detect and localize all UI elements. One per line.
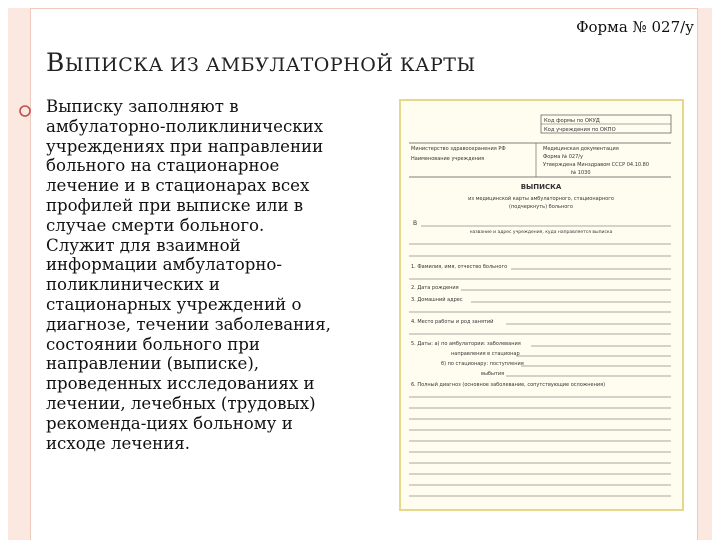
frame-right-bar: [697, 8, 712, 540]
form-subheading: из медицинской карты амбулаторного, стационарного: [468, 196, 614, 202]
circle-bullet-icon: [18, 104, 32, 118]
item-5c: б) по стационару: поступления: [441, 361, 524, 367]
body-line: лечение и в стационарах всех: [46, 176, 310, 196]
frame-left-bar: [8, 8, 31, 540]
body-line: поликлинических и: [46, 275, 220, 295]
body-line: направлении (выписке),: [46, 354, 260, 374]
body-line: Выписку заполняют в: [46, 97, 239, 116]
body-line: исходе лечения.: [46, 433, 191, 453]
frame-top-border: [8, 8, 712, 9]
body-line: стационарных учреждений о: [46, 294, 302, 314]
body-line: учреждениях при направлении: [46, 136, 324, 156]
ministry-label: Министерство здравоохранения РФ: [411, 146, 506, 152]
slide-title: [46, 48, 476, 77]
item-2: 2. Дата рождения: [411, 285, 459, 291]
body-line: амбулаторно-поликлинических: [46, 116, 324, 136]
to-caption: название и адрес учреждения, куда направляется выписка: [469, 230, 613, 235]
form-subheading2: (подчеркнуть) больного: [509, 204, 573, 210]
form-scan: [401, 101, 682, 509]
item-3: 3. Домашний адрес: [411, 297, 463, 303]
body-line: рекоменда-циях больному и: [46, 413, 293, 433]
body-line: состоянии больного при: [46, 334, 260, 354]
body-line: диагнозе, течении заболевания,: [46, 314, 331, 334]
item-5d: выбытия: [481, 371, 505, 377]
med-doc-label: Медицинская документация: [543, 146, 619, 152]
item-6: 6. Полный диагноз (основное заболевание, сопутствующие осложнения): [411, 382, 606, 388]
institution-label: Наименование учреждения: [411, 156, 485, 162]
body-line: лечении, лечебных (трудовых): [46, 393, 316, 413]
form-number: Форма № 027/у: [576, 18, 694, 36]
body-line: больного на стационарное: [46, 156, 280, 176]
body-line: Служит для взаимной: [46, 235, 241, 255]
title-first-letter: В: [46, 48, 65, 77]
to-label: В: [413, 220, 418, 227]
body-line: профилей при выписке или в: [46, 195, 304, 215]
body-paragraph: [46, 97, 391, 453]
form-label: Форма № 027/у: [543, 154, 583, 160]
form-heading: ВЫПИСКА: [520, 183, 562, 191]
code-okud: Код формы по ОКУД: [544, 118, 600, 124]
item-5b: направления в стационар: [451, 351, 520, 357]
item-1: 1. Фамилия, имя, отчество больного: [411, 264, 508, 270]
code-okpo: Код учреждения по ОКПО: [544, 127, 616, 133]
order-label: № 1030: [571, 170, 591, 176]
body-line: случае смерти больного.: [46, 215, 265, 235]
item-5: 5. Даты: а) по амбулатории: заболевания: [411, 341, 521, 347]
title-rest: ЫПИСКА ИЗ АМБУЛАТОРНОЙ КАРТЫ: [64, 54, 476, 76]
body-line: информации амбулаторно-: [46, 255, 283, 275]
item-4: 4. Место работы и род занятий: [411, 319, 494, 325]
approved-label: Утверждена Минздравом СССР 04.10.80: [543, 162, 650, 168]
form-027-image: [399, 99, 684, 511]
body-line: проведенных исследованиях и: [46, 374, 315, 394]
